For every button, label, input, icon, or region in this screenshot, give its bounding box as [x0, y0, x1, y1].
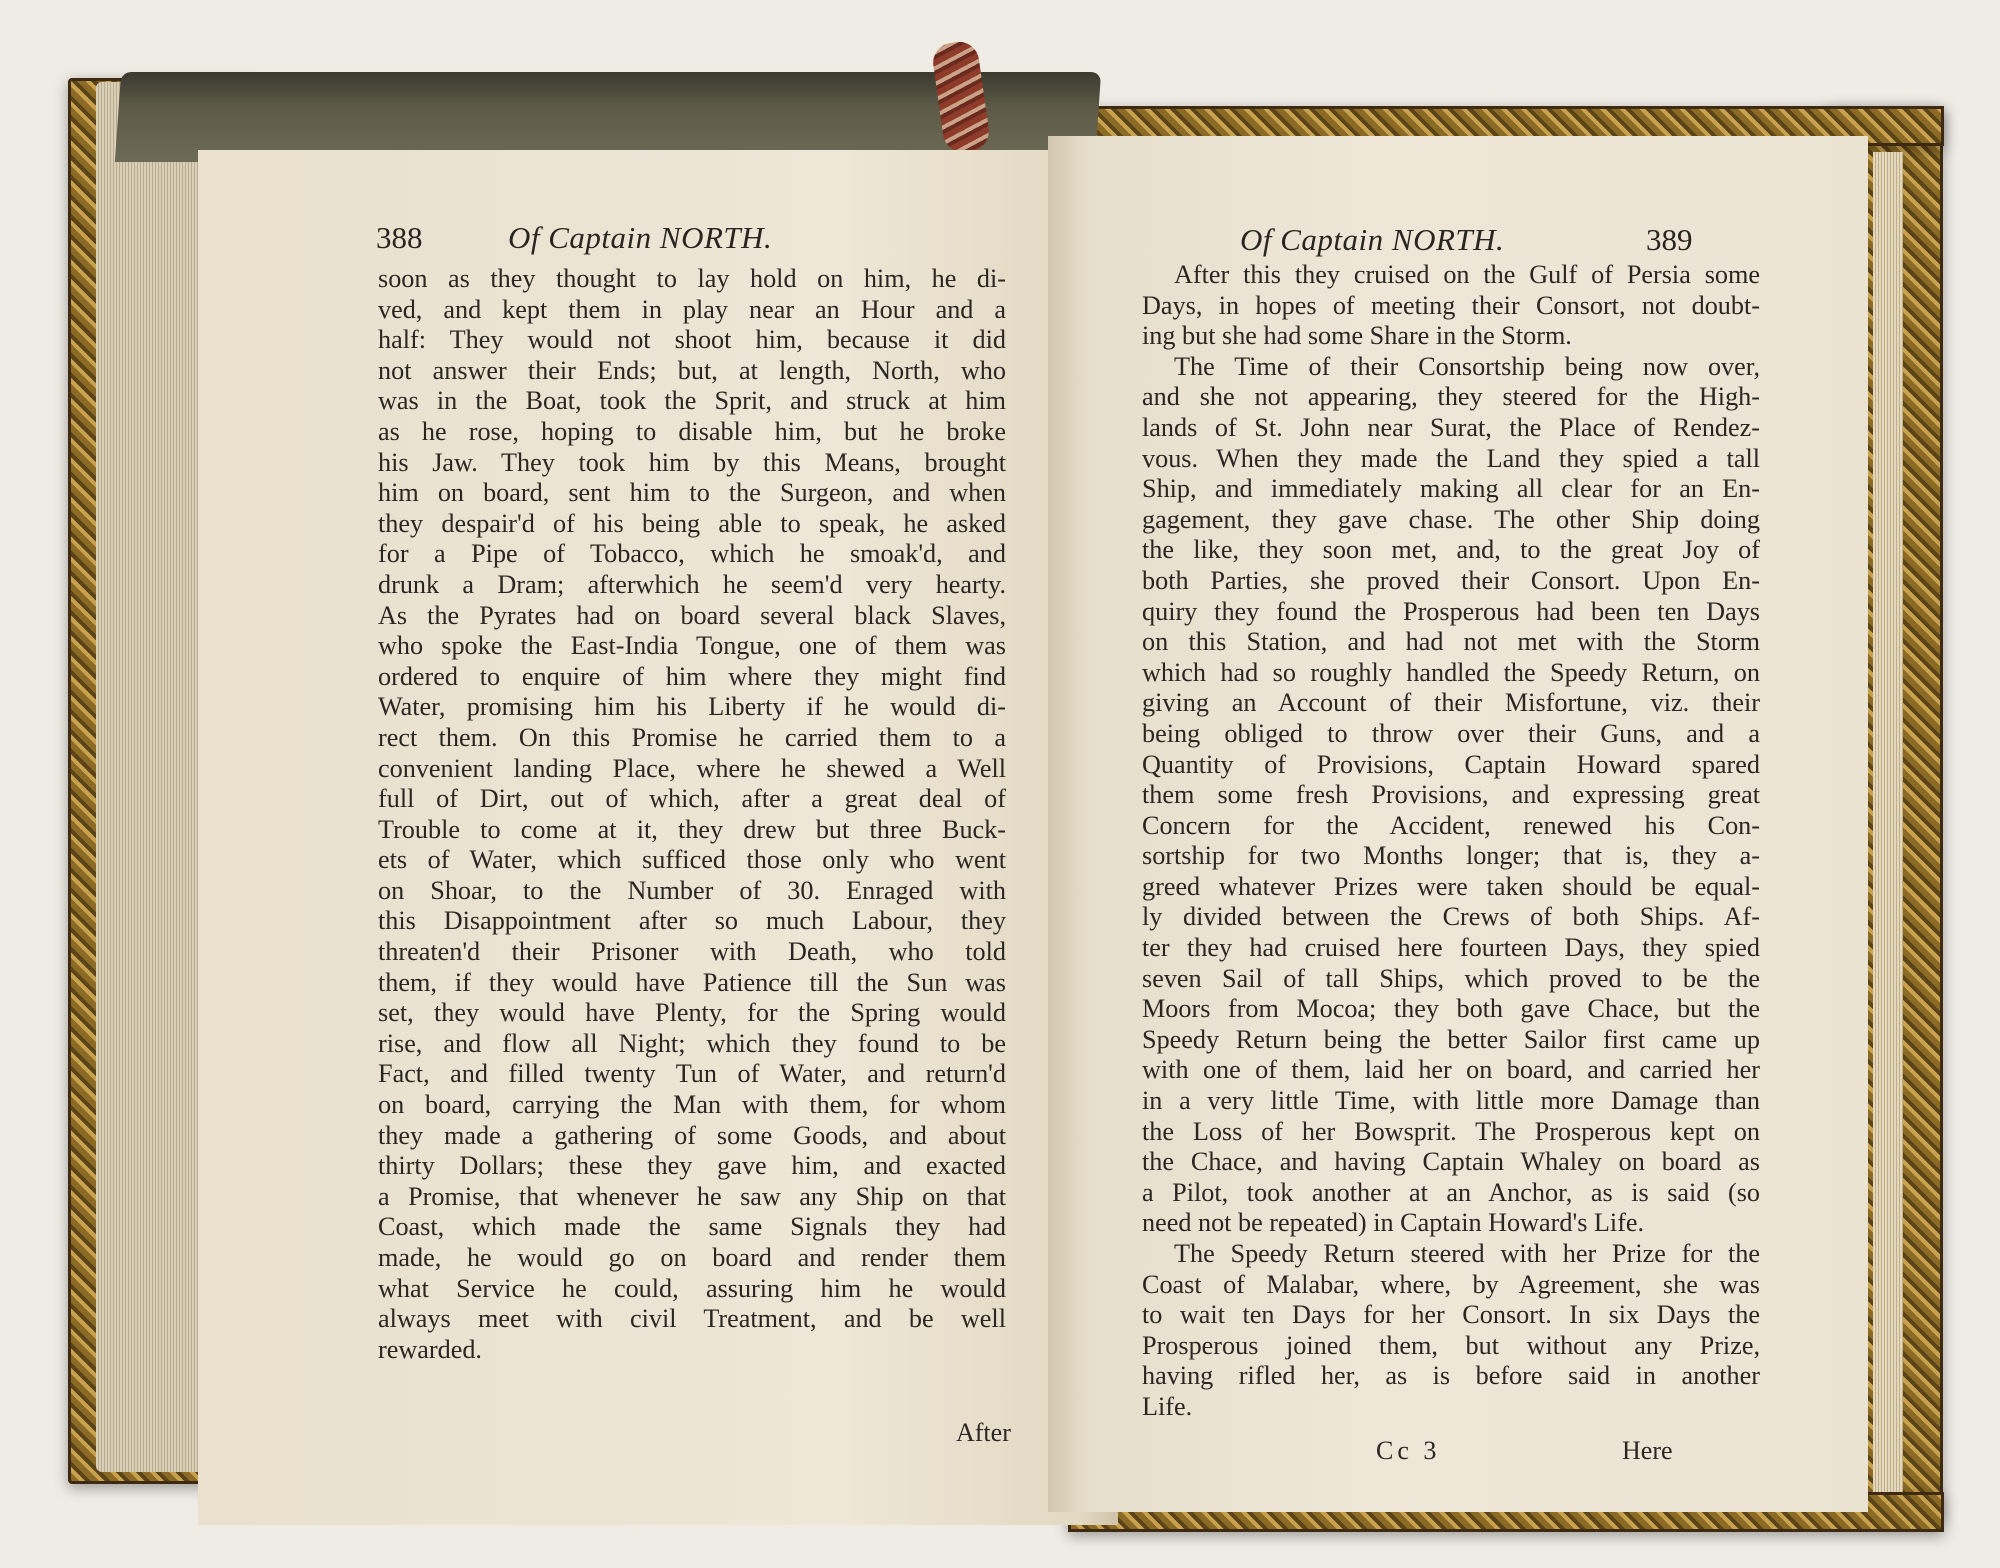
text-line: what Service he could, assuring him he would	[378, 1273, 1006, 1303]
text-line: seven Sail of tall Ships, which proved to be the	[1142, 963, 1760, 993]
text-line: drunk a Dram; afterwhich he seem'd very hearty.	[378, 569, 1006, 599]
text-line: and she not appearing, they steered for the High-	[1142, 382, 1760, 412]
text-line: Prosperous joined them, but without any Prize,	[1142, 1330, 1760, 1360]
left-page-body	[378, 264, 1006, 1365]
text-line: need not be repeated) in Captain Howard's Life.	[1142, 1208, 1645, 1238]
text-line: in a very little Time, with little more Damage than	[1142, 1086, 1760, 1116]
text-line: Ship, and immediately making all clear for an En-	[1142, 474, 1760, 504]
left-catchword: After	[956, 1418, 1011, 1447]
text-line: as he rose, hoping to disable him, but he broke	[378, 416, 1006, 446]
text-line: both Parties, she proved their Consort. Upon En-	[1142, 565, 1760, 595]
text-line: thirty Dollars; these they gave him, and exacted	[378, 1151, 1006, 1181]
text-line: ter they had cruised here fourteen Days, they spied	[1142, 933, 1760, 963]
text-line: them some fresh Provisions, and expressing great	[1142, 780, 1760, 810]
text-line: The Speedy Return steered with her Prize for the	[1174, 1239, 1760, 1268]
right-page-number: 389	[1646, 222, 1693, 257]
text-line: Speedy Return being the better Sailor first came up	[1142, 1024, 1760, 1054]
right-page	[1048, 136, 1868, 1512]
text-line: this Disappointment after so much Labour, they	[378, 906, 1006, 936]
text-line: Trouble to come at it, they drew but three Buck-	[378, 814, 1006, 844]
text-line: his Jaw. They took him by this Means, brought	[378, 447, 1006, 477]
text-line: being obliged to throw over their Guns, and a	[1142, 718, 1760, 748]
text-line: them, if they would have Patience till the Sun was	[378, 967, 1006, 997]
text-line: a Pilot, took another at an Anchor, as is said (so	[1142, 1177, 1760, 1207]
text-line: Quantity of Provisions, Captain Howard spared	[1142, 749, 1760, 779]
text-line: vous. When they made the Land they spied a tall	[1142, 443, 1760, 473]
text-line: sortship for two Months longer; that is, they a-	[1142, 841, 1760, 871]
text-line: Fact, and filled twenty Tun of Water, and return'd	[378, 1059, 1006, 1089]
text-line: for a Pipe of Tobacco, which he smoak'd, and	[378, 539, 1006, 569]
text-line: the Chace, and having Captain Whaley on board as	[1142, 1147, 1760, 1177]
text-line: Water, promising him his Liberty if he would di-	[378, 692, 1006, 722]
text-line: on Shoar, to the Number of 30. Enraged with	[378, 875, 1006, 905]
signature-mark: Cc 3	[1376, 1436, 1441, 1465]
text-line: having rifled her, as is before said in another	[1142, 1361, 1760, 1391]
text-line: convenient landing Place, where he shewed a Well	[378, 753, 1006, 783]
text-line: always meet with civil Treatment, and be well	[378, 1304, 1006, 1334]
text-line: Coast of Malabar, where, by Agreement, she was	[1142, 1269, 1760, 1299]
text-line: Coast, which made the same Signals they had	[378, 1212, 1006, 1242]
text-line: they despair'd of his being able to speak, he asked	[378, 508, 1006, 538]
text-line: gagement, they gave chase. The other Ship doing	[1142, 504, 1760, 534]
text-line: Life.	[1142, 1391, 1193, 1421]
text-line: ordered to enquire of him where they might find	[378, 661, 1006, 691]
text-line: a Promise, that whenever he saw any Ship on that	[378, 1181, 1006, 1211]
text-line: ly divided between the Crews of both Ships. Af-	[1142, 902, 1760, 932]
open-book	[68, 72, 1943, 1532]
text-line: ets of Water, which sufficed those only who went	[378, 845, 1006, 875]
text-line: Days, in hopes of meeting their Consort, not doubt-	[1142, 290, 1760, 320]
text-line: full of Dirt, out of which, after a great deal of	[378, 784, 1006, 814]
text-line: lands of St. John near Surat, the Place of Rendez-	[1142, 412, 1760, 442]
text-line: set, they would have Plenty, for the Spring would	[378, 998, 1006, 1028]
right-page-edges	[1873, 152, 1903, 1492]
text-line: with one of them, laid her on board, and carried her	[1142, 1055, 1760, 1085]
text-line: The Time of their Consortship being now over,	[1174, 351, 1760, 381]
text-line: was in the Boat, took the Sprit, and struck at him	[378, 386, 1006, 416]
text-line: on this Station, and had not met with the Storm	[1142, 627, 1760, 657]
text-line: rect them. On this Promise he carried them to a	[378, 722, 1006, 752]
text-line: rise, and flow all Night; which they found to be	[378, 1028, 1006, 1058]
text-line: soon as they thought to lay hold on him, he di-	[378, 264, 1006, 293]
text-line: who spoke the East-India Tongue, one of them was	[378, 631, 1006, 661]
right-catchword: Here	[1622, 1436, 1673, 1465]
text-line: Concern for the Accident, renewed his Con-	[1142, 810, 1760, 840]
left-page-number: 388	[376, 220, 423, 255]
text-line: not answer their Ends; but, at length, North, who	[378, 355, 1006, 385]
text-line: As the Pyrates had on board several black Slaves,	[378, 600, 1006, 630]
text-line: quiry they found the Prosperous had been ten Days	[1142, 596, 1760, 626]
text-line: ing but she had some Share in the Storm.	[1142, 321, 1572, 351]
text-line: him on board, sent him to the Surgeon, and when	[378, 478, 1006, 508]
text-line: the Loss of her Bowsprit. The Prosperous kept on	[1142, 1116, 1760, 1146]
text-line: they made a gathering of some Goods, and about	[378, 1120, 1006, 1150]
left-running-head: Of Captain NORTH.	[508, 220, 773, 255]
text-line: on board, carrying the Man with them, for whom	[378, 1090, 1006, 1120]
text-line: made, he would go on board and render them	[378, 1243, 1006, 1272]
text-line: ved, and kept them in play near an Hour and a	[378, 294, 1006, 324]
text-line: the like, they soon met, and, to the great Joy of	[1142, 535, 1760, 565]
left-page	[198, 150, 1118, 1525]
text-line: Moors from Mocoa; they both gave Chace, but the	[1142, 994, 1760, 1024]
right-running-head: Of Captain NORTH.	[1240, 222, 1505, 257]
text-line: rewarded.	[378, 1334, 482, 1364]
right-page-body	[1142, 260, 1760, 1423]
text-line: threaten'd their Prisoner with Death, who told	[378, 937, 1006, 967]
text-line: After this they cruised on the Gulf of Persia some	[1174, 260, 1760, 289]
text-line: giving an Account of their Misfortune, viz. their	[1142, 688, 1760, 718]
text-line: greed whatever Prizes were taken should be equal-	[1142, 871, 1760, 901]
text-line: which had so roughly handled the Speedy Return, on	[1142, 657, 1760, 687]
text-line: half: They would not shoot him, because it did	[378, 325, 1006, 355]
text-line: to wait ten Days for her Consort. In six Days the	[1142, 1300, 1760, 1330]
